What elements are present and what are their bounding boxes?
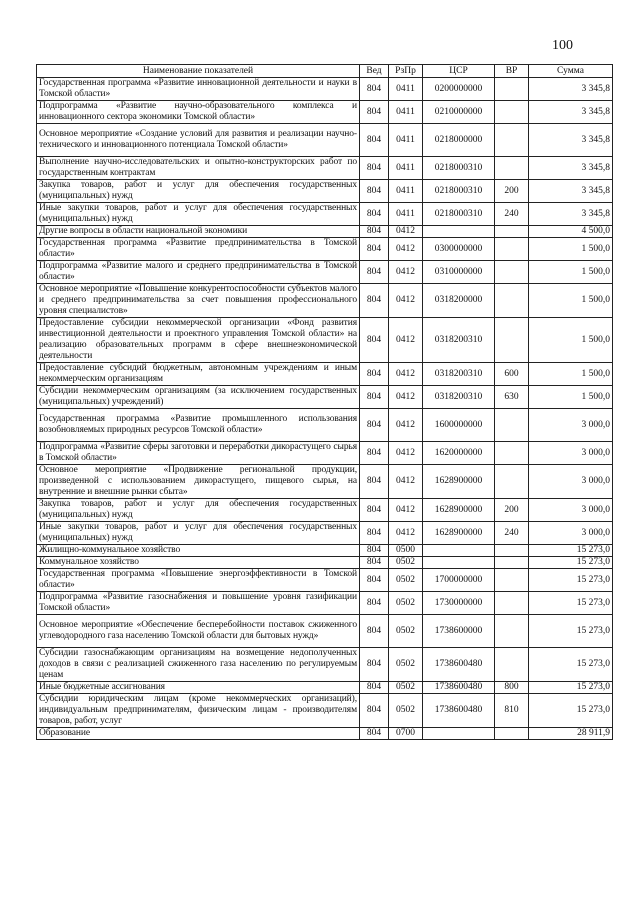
column-header-sum: Сумма <box>529 65 613 78</box>
cell-ved: 804 <box>360 363 389 386</box>
cell-sum: 1 500,0 <box>529 284 613 318</box>
cell-ved: 804 <box>360 101 389 124</box>
cell-name: Иные закупки товаров, работ и услуг для обеспечения государственных (муниципальных) нужд <box>37 522 360 545</box>
cell-ved: 804 <box>360 124 389 157</box>
cell-name: Подпрограмма «Развитие сферы заготовки и переработки дикорастущего сырья в Томской области» <box>37 442 360 465</box>
cell-sum: 3 000,0 <box>529 499 613 522</box>
table-row <box>37 442 613 465</box>
cell-sum: 3 345,8 <box>529 101 613 124</box>
cell-csr: 1738600000 <box>423 615 495 648</box>
cell-name: Основное мероприятие «Продвижение региональной продукции, произведенной с использованием дикорастущего, пищевого сырья, на внутренние и внешние рынки сбыта» <box>37 465 360 499</box>
cell-ved: 804 <box>360 557 389 569</box>
cell-sum: 3 345,8 <box>529 157 613 180</box>
cell-csr: 0300000000 <box>423 238 495 261</box>
cell-name: Подпрограмма «Развитие газоснабжения и повышение уровня газификации Томской области» <box>37 592 360 615</box>
cell-vr <box>495 124 529 157</box>
cell-rzpr: 0502 <box>389 694 423 728</box>
cell-csr: 1730000000 <box>423 592 495 615</box>
cell-name: Коммунальное хозяйство <box>37 557 360 569</box>
cell-vr <box>495 318 529 363</box>
cell-ved: 804 <box>360 569 389 592</box>
cell-name: Государственная программа «Повышение энергоэффективности в Томской области» <box>37 569 360 592</box>
table-row <box>37 569 613 592</box>
cell-name: Субсидии юридическим лицам (кроме некоммерческих организаций), индивидуальным предпринимателям, физическим лицам - производителям товаров, работ, услуг <box>37 694 360 728</box>
cell-sum: 1 500,0 <box>529 261 613 284</box>
cell-csr <box>423 545 495 557</box>
cell-ved: 804 <box>360 682 389 694</box>
cell-ved: 804 <box>360 203 389 226</box>
cell-rzpr: 0502 <box>389 682 423 694</box>
table-row <box>37 728 613 740</box>
cell-sum: 15 273,0 <box>529 682 613 694</box>
cell-csr: 0318200310 <box>423 363 495 386</box>
cell-sum: 3 000,0 <box>529 442 613 465</box>
table-row <box>37 557 613 569</box>
column-header-vr: ВР <box>495 65 529 78</box>
cell-csr <box>423 728 495 740</box>
cell-rzpr: 0502 <box>389 615 423 648</box>
cell-ved: 804 <box>360 318 389 363</box>
table-row <box>37 124 613 157</box>
cell-vr: 200 <box>495 180 529 203</box>
cell-name: Основное мероприятие «Обеспечение бесперебойности поставок сжиженного углеводородного газа населению Томской области для бытовых нужд» <box>37 615 360 648</box>
cell-rzpr: 0412 <box>389 499 423 522</box>
cell-rzpr: 0502 <box>389 557 423 569</box>
cell-sum: 3 345,8 <box>529 203 613 226</box>
cell-csr: 0318200310 <box>423 386 495 409</box>
cell-csr: 1600000000 <box>423 409 495 442</box>
cell-sum: 15 273,0 <box>529 648 613 682</box>
table-row <box>37 545 613 557</box>
cell-csr: 1738600480 <box>423 694 495 728</box>
cell-csr: 0310000000 <box>423 261 495 284</box>
cell-rzpr: 0412 <box>389 226 423 238</box>
cell-csr: 0218000310 <box>423 180 495 203</box>
table-row <box>37 648 613 682</box>
cell-ved: 804 <box>360 78 389 101</box>
cell-sum: 4 500,0 <box>529 226 613 238</box>
cell-rzpr: 0500 <box>389 545 423 557</box>
cell-csr: 1628900000 <box>423 465 495 499</box>
cell-sum: 3 345,8 <box>529 124 613 157</box>
cell-vr <box>495 78 529 101</box>
cell-ved: 804 <box>360 648 389 682</box>
cell-csr <box>423 557 495 569</box>
cell-ved: 804 <box>360 226 389 238</box>
cell-csr: 0200000000 <box>423 78 495 101</box>
cell-rzpr: 0412 <box>389 409 423 442</box>
cell-ved: 804 <box>360 386 389 409</box>
cell-rzpr: 0411 <box>389 78 423 101</box>
cell-csr: 0318200310 <box>423 318 495 363</box>
column-header-csr: ЦСР <box>423 65 495 78</box>
table-row <box>37 101 613 124</box>
cell-ved: 804 <box>360 522 389 545</box>
table-row <box>37 226 613 238</box>
cell-name: Другие вопросы в области национальной экономики <box>37 226 360 238</box>
cell-name: Иные бюджетные ассигнования <box>37 682 360 694</box>
cell-rzpr: 0412 <box>389 284 423 318</box>
cell-csr: 1628900000 <box>423 499 495 522</box>
cell-name: Предоставление субсидии некоммерческой организации «Фонд развития инвестиционной деятельности и проектного управления Томской области» на реализацию образовательных программ в сфере внешнеэкономической деятельности <box>37 318 360 363</box>
cell-ved: 804 <box>360 442 389 465</box>
cell-sum: 15 273,0 <box>529 694 613 728</box>
cell-csr: 0210000000 <box>423 101 495 124</box>
page-number: 100 <box>552 38 573 53</box>
table-row <box>37 238 613 261</box>
budget-table <box>36 64 613 740</box>
cell-sum: 3 345,8 <box>529 180 613 203</box>
cell-vr: 630 <box>495 386 529 409</box>
cell-vr <box>495 615 529 648</box>
cell-name: Предоставление субсидий бюджетным, автономным учреждениям и иным некоммерческим организациям <box>37 363 360 386</box>
cell-rzpr: 0411 <box>389 203 423 226</box>
cell-sum: 3 000,0 <box>529 522 613 545</box>
table-row <box>37 522 613 545</box>
cell-ved: 804 <box>360 409 389 442</box>
cell-rzpr: 0412 <box>389 442 423 465</box>
cell-vr: 240 <box>495 203 529 226</box>
cell-sum: 15 273,0 <box>529 557 613 569</box>
cell-csr: 0218000310 <box>423 203 495 226</box>
cell-name: Государственная программа «Развитие инновационной деятельности и науки в Томской области» <box>37 78 360 101</box>
cell-sum: 1 500,0 <box>529 238 613 261</box>
cell-rzpr: 0502 <box>389 648 423 682</box>
cell-rzpr: 0412 <box>389 238 423 261</box>
column-header-ved: Вед <box>360 65 389 78</box>
cell-csr: 1738600480 <box>423 648 495 682</box>
cell-sum: 28 911,9 <box>529 728 613 740</box>
cell-ved: 804 <box>360 157 389 180</box>
cell-vr <box>495 442 529 465</box>
cell-ved: 804 <box>360 284 389 318</box>
cell-name: Закупка товаров, работ и услуг для обеспечения государственных (муниципальных) нужд <box>37 499 360 522</box>
cell-vr <box>495 569 529 592</box>
cell-vr <box>495 238 529 261</box>
cell-rzpr: 0412 <box>389 465 423 499</box>
cell-vr <box>495 592 529 615</box>
cell-name: Жилищно-коммунальное хозяйство <box>37 545 360 557</box>
cell-sum: 3 000,0 <box>529 465 613 499</box>
cell-rzpr: 0412 <box>389 522 423 545</box>
cell-name: Основное мероприятие «Повышение конкурентоспособности субъектов малого и среднего предпринимательства за счет повышения профессионального уровня специалистов» <box>37 284 360 318</box>
cell-name: Образование <box>37 728 360 740</box>
cell-name: Субсидии некоммерческим организациям (за исключением государственных (муниципальных) учреждений) <box>37 386 360 409</box>
cell-sum: 15 273,0 <box>529 545 613 557</box>
cell-rzpr: 0700 <box>389 728 423 740</box>
cell-ved: 804 <box>360 592 389 615</box>
cell-sum: 1 500,0 <box>529 318 613 363</box>
table-row <box>37 78 613 101</box>
cell-ved: 804 <box>360 465 389 499</box>
table-row <box>37 682 613 694</box>
cell-vr <box>495 284 529 318</box>
header-row <box>37 65 613 78</box>
cell-vr: 600 <box>495 363 529 386</box>
table-row <box>37 409 613 442</box>
table-row <box>37 157 613 180</box>
table-row <box>37 363 613 386</box>
cell-vr: 240 <box>495 522 529 545</box>
table-row <box>37 261 613 284</box>
cell-ved: 804 <box>360 728 389 740</box>
cell-vr <box>495 728 529 740</box>
cell-name: Выполнение научно-исследовательских и опытно-конструкторских работ по государственным контрактам <box>37 157 360 180</box>
cell-ved: 804 <box>360 238 389 261</box>
cell-rzpr: 0412 <box>389 386 423 409</box>
cell-sum: 15 273,0 <box>529 592 613 615</box>
cell-sum: 15 273,0 <box>529 615 613 648</box>
cell-name: Подпрограмма «Развитие научно-образовательного комплекса и инновационного сектора экономики Томской области» <box>37 101 360 124</box>
cell-csr: 0318200000 <box>423 284 495 318</box>
cell-ved: 804 <box>360 545 389 557</box>
cell-vr <box>495 226 529 238</box>
cell-vr <box>495 409 529 442</box>
table-row <box>37 180 613 203</box>
cell-ved: 804 <box>360 261 389 284</box>
table-row <box>37 386 613 409</box>
cell-vr <box>495 557 529 569</box>
cell-rzpr: 0412 <box>389 261 423 284</box>
cell-csr: 0218000310 <box>423 157 495 180</box>
column-header-name: Наименование показателей <box>37 65 360 78</box>
cell-name: Закупка товаров, работ и услуг для обеспечения государственных (муниципальных) нужд <box>37 180 360 203</box>
table-row <box>37 318 613 363</box>
cell-vr <box>495 101 529 124</box>
cell-rzpr: 0412 <box>389 318 423 363</box>
cell-name: Подпрограмма «Развитие малого и среднего предпринимательства в Томской области» <box>37 261 360 284</box>
cell-sum: 3 345,8 <box>529 78 613 101</box>
cell-rzpr: 0502 <box>389 569 423 592</box>
cell-name: Государственная программа «Развитие промышленного использования возобновляемых природных ресурсов Томской области» <box>37 409 360 442</box>
cell-ved: 804 <box>360 694 389 728</box>
cell-csr: 1738600480 <box>423 682 495 694</box>
cell-csr <box>423 226 495 238</box>
column-header-rzpr: РзПр <box>389 65 423 78</box>
table-row <box>37 694 613 728</box>
cell-vr: 800 <box>495 682 529 694</box>
cell-sum: 15 273,0 <box>529 569 613 592</box>
cell-rzpr: 0411 <box>389 124 423 157</box>
cell-ved: 804 <box>360 499 389 522</box>
cell-vr <box>495 545 529 557</box>
cell-rzpr: 0412 <box>389 363 423 386</box>
cell-vr <box>495 465 529 499</box>
table-row <box>37 284 613 318</box>
table-row <box>37 592 613 615</box>
table-row <box>37 465 613 499</box>
table-row <box>37 499 613 522</box>
cell-csr: 1700000000 <box>423 569 495 592</box>
cell-vr: 810 <box>495 694 529 728</box>
cell-csr: 0218000000 <box>423 124 495 157</box>
cell-vr <box>495 261 529 284</box>
cell-sum: 3 000,0 <box>529 409 613 442</box>
table-row <box>37 615 613 648</box>
cell-ved: 804 <box>360 180 389 203</box>
cell-name: Основное мероприятие «Создание условий для развития и реализации научно-технического и инновационного потенциала Томской области» <box>37 124 360 157</box>
cell-csr: 1628900000 <box>423 522 495 545</box>
cell-sum: 1 500,0 <box>529 363 613 386</box>
cell-name: Иные закупки товаров, работ и услуг для обеспечения государственных (муниципальных) нужд <box>37 203 360 226</box>
cell-csr: 1620000000 <box>423 442 495 465</box>
cell-vr <box>495 648 529 682</box>
cell-vr <box>495 157 529 180</box>
cell-name: Субсидии газоснабжающим организациям на возмещение недополученных доходов в связи с реализацией сжиженного газа населению по регулируемым ценам <box>37 648 360 682</box>
cell-rzpr: 0411 <box>389 180 423 203</box>
cell-vr: 200 <box>495 499 529 522</box>
cell-rzpr: 0411 <box>389 157 423 180</box>
cell-ved: 804 <box>360 615 389 648</box>
cell-rzpr: 0411 <box>389 101 423 124</box>
cell-sum: 1 500,0 <box>529 386 613 409</box>
cell-rzpr: 0502 <box>389 592 423 615</box>
cell-name: Государственная программа «Развитие предпринимательства в Томской области» <box>37 238 360 261</box>
table-row <box>37 203 613 226</box>
